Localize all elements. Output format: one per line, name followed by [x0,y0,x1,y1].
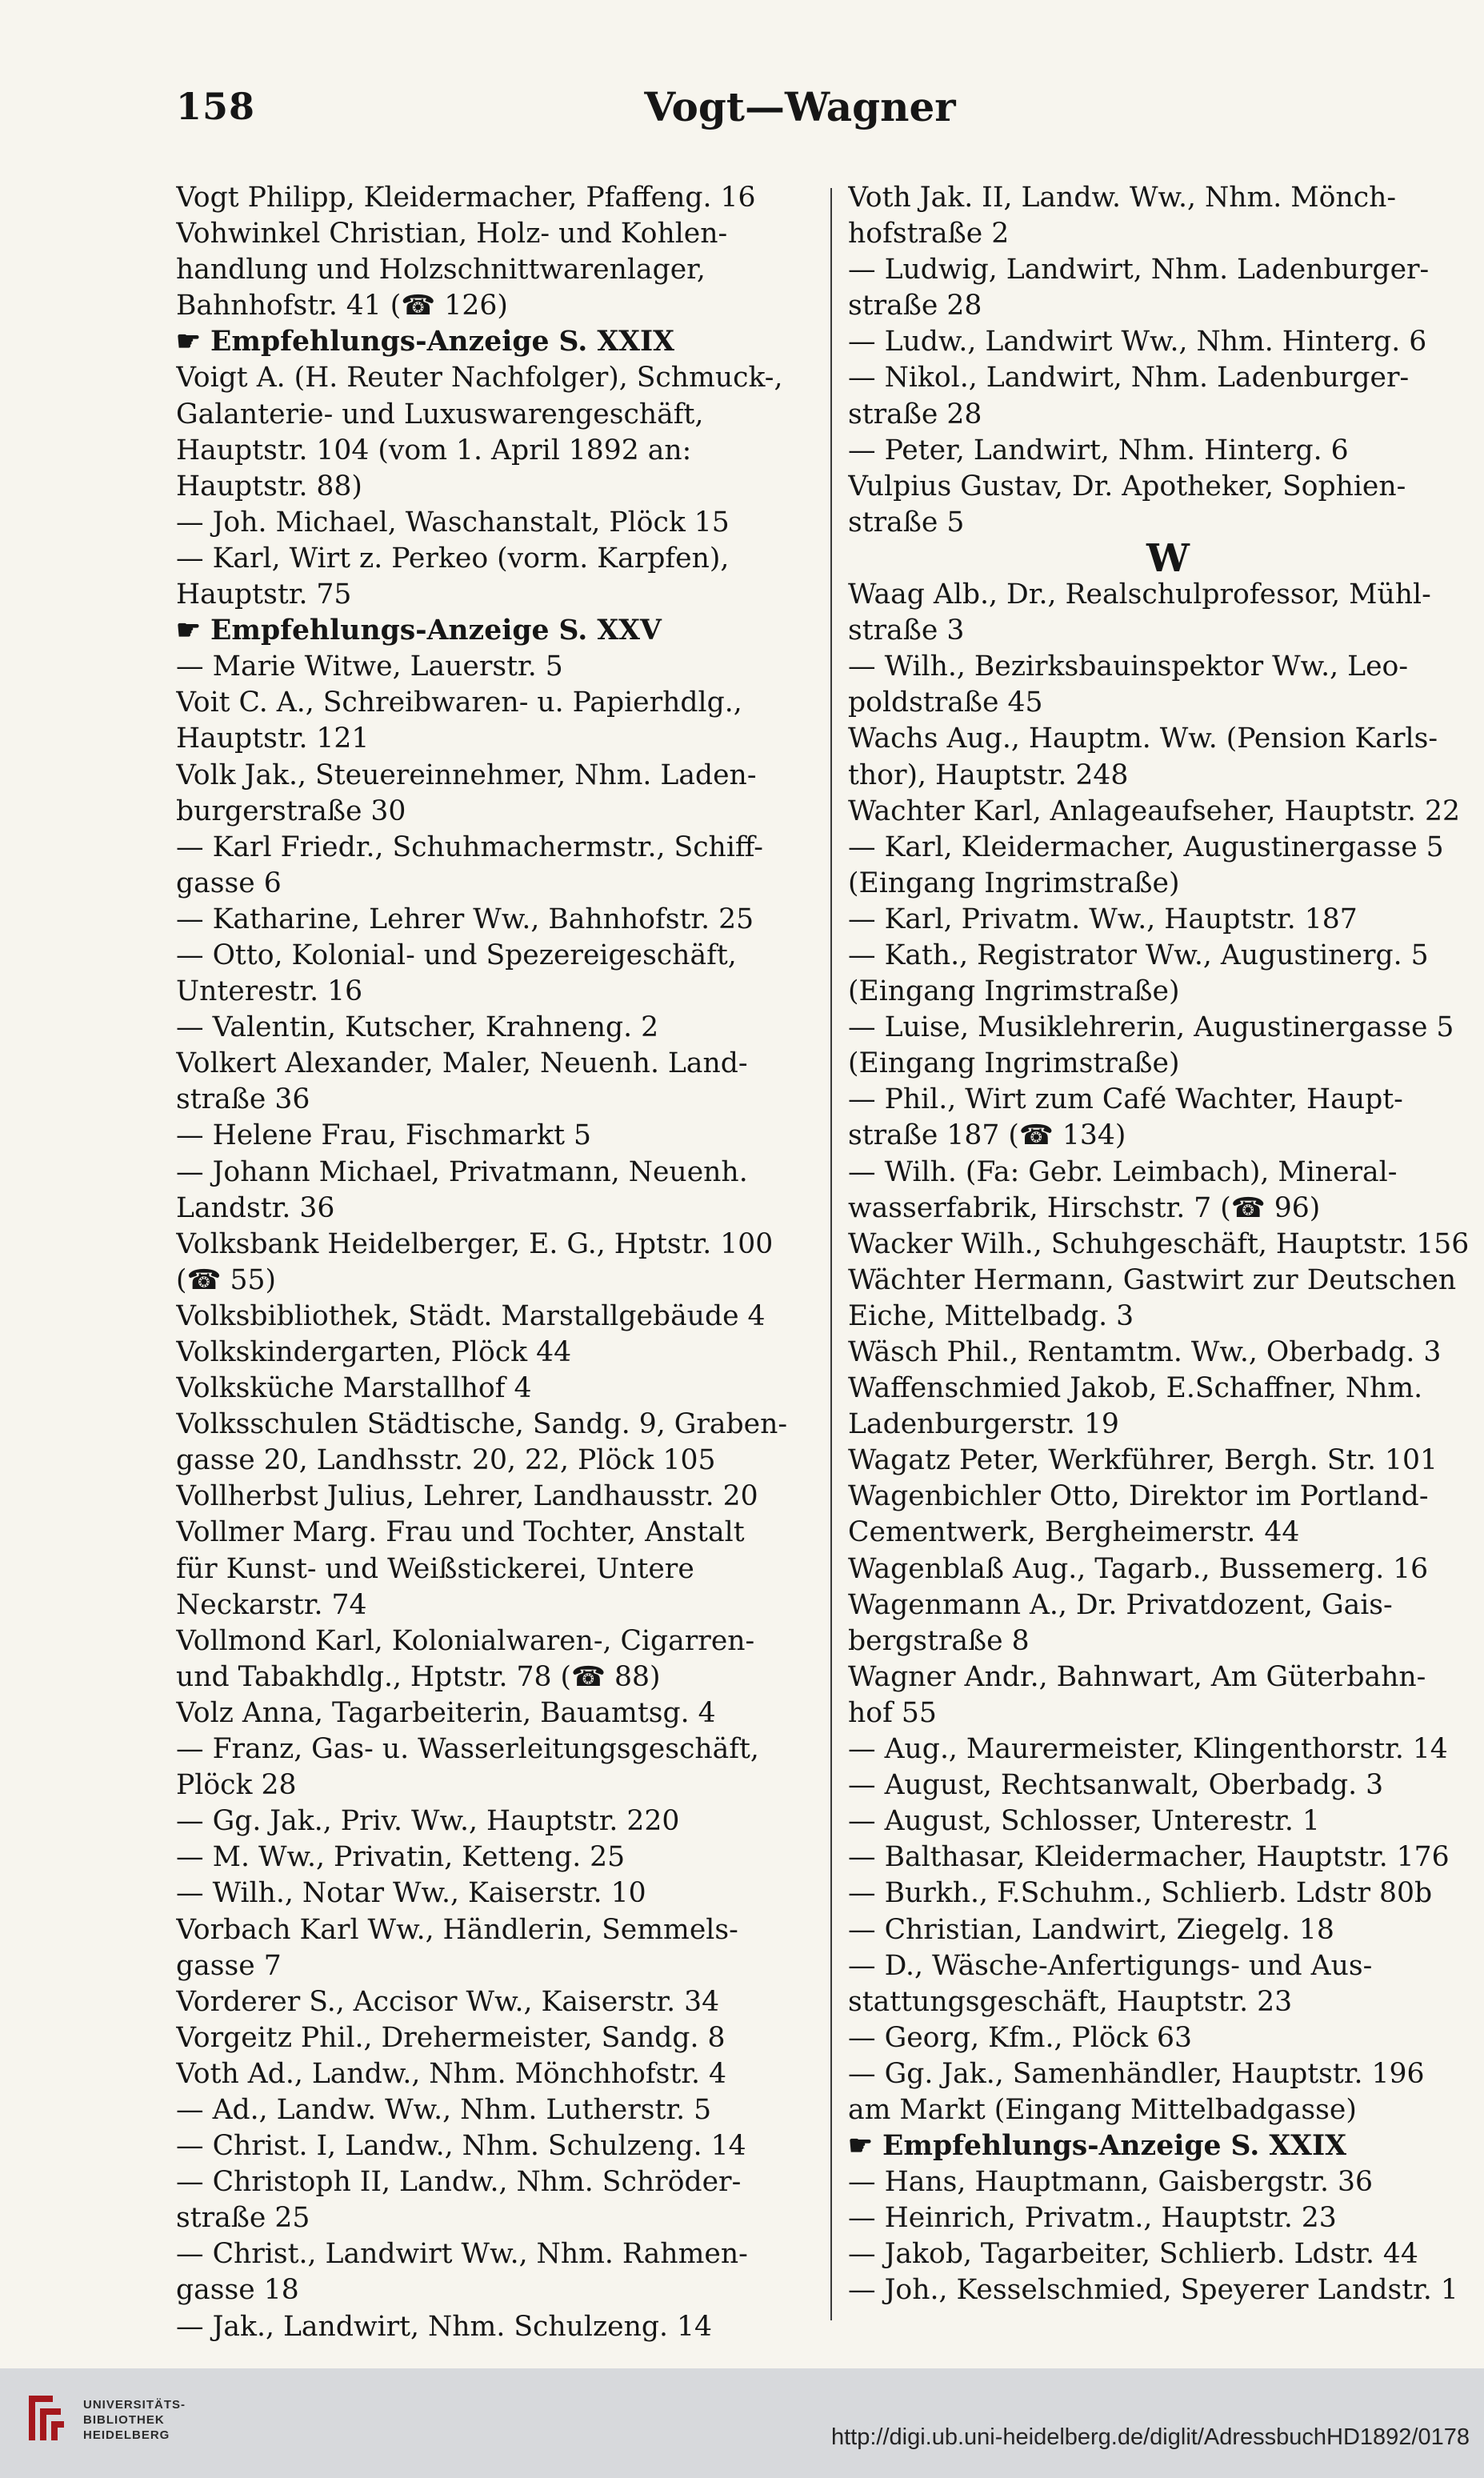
entry-continuation: (Eingang Ingrimstraße) [848,867,1180,899]
entry-continuation: stattungsgeschäft, Hauptstr. 23 [848,1985,1293,2018]
directory-entry: Wagenbichler Otto, Direktor im Portland- [848,1480,1429,1513]
directory-entry: — Nikol., Landwirt, Nhm. Ladenburger- [848,362,1410,394]
directory-entry: — Balthasar, Kleidermacher, Hauptstr. 176 [848,1841,1450,1874]
entry-continuation: straße 25 [176,2202,310,2235]
directory-entry: — August, Rechtsanwalt, Oberbadg. 3 [848,1769,1384,1802]
directory-entry: — Helene Frau, Fischmarkt 5 [176,1119,592,1152]
logo-line: HEIDELBERG [83,2428,170,2442]
directory-entry: — Wilh., Notar Ww., Kaiserstr. 10 [176,1877,646,1910]
source-url[interactable]: http://digi.ub.uni-heidelberg.de/diglit/AdressbuchHD1892/0178 [830,2424,1470,2450]
directory-entry: Vogt Philipp, Kleidermacher, Pfaffeng. 16 [176,182,756,214]
directory-entry: — Wilh., Bezirksbauinspektor Ww., Leo- [848,651,1409,683]
entry-continuation: Neckarstr. 74 [176,1588,367,1621]
entry-continuation: Cementwerk, Bergheimerstr. 44 [848,1516,1300,1549]
directory-entry: — Karl, Privatm. Ww., Hauptstr. 187 [848,903,1358,935]
directory-entry: Wagenmann A., Dr. Privatdozent, Gais- [848,1588,1393,1621]
directory-entry: — August, Schlosser, Unterestr. 1 [848,1805,1320,1838]
entry-continuation: Ladenburgerstr. 19 [848,1408,1119,1441]
entry-continuation: (Eingang Ingrimstraße) [848,975,1180,1008]
directory-entry: — Karl Friedr., Schuhmachermstr., Schiff- [176,831,763,863]
advert-reference: ☛ Empfehlungs-Anzeige S. XXIX [176,326,675,358]
directory-entry: Vollherbst Julius, Lehrer, Landhausstr. 20 [176,1480,758,1513]
logo-line: UNIVERSITÄTS- [83,2398,186,2412]
directory-entry: — Marie Witwe, Lauerstr. 5 [176,651,563,683]
directory-entry: Volk Jak., Steuereinnehmer, Nhm. Laden- [176,759,757,791]
directory-entry: Wachs Aug., Hauptm. Ww. (Pension Karls- [848,723,1438,755]
directory-entry: — Wilh. (Fa: Gebr. Leimbach), Mineral- [848,1155,1398,1188]
directory-entry: Wachter Karl, Anlageaufseher, Hauptstr. 22 [848,795,1460,827]
directory-entry: — M. Ww., Privatin, Ketteng. 25 [176,1841,626,1874]
directory-entry: Wäsch Phil., Rentamtm. Ww., Oberbadg. 3 [848,1336,1442,1368]
directory-entry: — Christian, Landwirt, Ziegelg. 18 [848,1913,1334,1946]
entry-continuation: wasserfabrik, Hirschstr. 7 (☎ 96) [848,1191,1321,1224]
directory-entry: — Aug., Maurermeister, Klingenthorstr. 14 [848,1733,1448,1766]
column-divider [830,188,832,2320]
directory-entry: — Jakob, Tagarbeiter, Schlierb. Ldstr. 44 [848,2238,1418,2271]
entry-continuation: Hauptstr. 88) [176,470,362,502]
entry-continuation: hof 55 [848,1696,937,1729]
directory-entry: Voth Jak. II, Landw. Ww., Nhm. Mönch- [848,182,1397,214]
directory-entry: — Joh. Michael, Waschanstalt, Plöck 15 [176,506,730,538]
section-letter: W [1146,540,1190,578]
directory-entry: Voth Ad., Landw., Nhm. Mönchhofstr. 4 [176,2057,726,2090]
right-column [848,180,1484,2309]
entry-continuation: hofstraße 2 [848,218,1010,250]
entry-continuation: Eiche, Mittelbadg. 3 [848,1299,1134,1332]
directory-entry: — Ludw., Landwirt Ww., Nhm. Hinterg. 6 [848,326,1427,358]
directory-entry: — Katharine, Lehrer Ww., Bahnhofstr. 25 [176,903,754,935]
directory-entry: — Peter, Landwirt, Nhm. Hinterg. 6 [848,434,1349,466]
entry-continuation: straße 28 [848,398,982,430]
directory-entry: — Burkh., F.Schuhm., Schlierb. Ldstr 80b [848,1877,1433,1910]
directory-entry: Vorbach Karl Ww., Händlerin, Semmels- [176,1913,738,1946]
directory-entry: Vorderer S., Accisor Ww., Kaiserstr. 34 [176,1985,720,2018]
library-logo-icon [21,2391,67,2447]
directory-entry: — Karl, Wirt z. Perkeo (vorm. Karpfen), [176,542,730,574]
entry-continuation: (Eingang Ingrimstraße) [848,1047,1180,1080]
directory-entry: Wacker Wilh., Schuhgeschäft, Hauptstr. 156 [848,1227,1470,1260]
directory-entry: — Gg. Jak., Priv. Ww., Hauptstr. 220 [176,1805,680,1838]
directory-entry: — Gg. Jak., Samenhändler, Hauptstr. 196 [848,2057,1425,2090]
directory-entry: Waag Alb., Dr., Realschulprofessor, Mühl- [848,578,1431,611]
entry-continuation: Hauptstr. 121 [176,723,370,755]
entry-continuation: Hauptstr. 75 [176,578,352,611]
directory-entry: — Georg, Kfm., Plöck 63 [848,2021,1192,2054]
logo-line: BIBLIOTHEK [83,2413,165,2427]
directory-entry: — Joh., Kesselschmied, Speyerer Landstr. 1 [848,2274,1458,2307]
entry-continuation: burgerstraße 30 [176,795,406,827]
page-header [0,0,1484,160]
directory-entry: — Valentin, Kutscher, Krahneng. 2 [176,1011,659,1044]
footer-bar [0,2368,1484,2478]
entry-continuation: Plöck 28 [176,1769,297,1802]
entry-continuation: Hauptstr. 104 (vom 1. April 1892 an: [176,434,692,466]
directory-entry: Vohwinkel Christian, Holz- und Kohlen- [176,218,728,250]
entry-continuation: gasse 20, Landhsstr. 20, 22, Plöck 105 [176,1444,716,1477]
directory-entry: Vollmond Karl, Kolonialwaren-, Cigarren- [176,1624,755,1657]
directory-entry: Volksschulen Städtische, Sandg. 9, Graben- [176,1408,788,1441]
directory-entry: — Christoph II, Landw., Nhm. Schröder- [176,2166,742,2199]
entry-continuation: Bahnhofstr. 41 (☎ 126) [176,290,508,322]
directory-entry: — Ad., Landw. Ww., Nhm. Lutherstr. 5 [176,2093,712,2126]
directory-entry: Voit C. A., Schreibwaren- u. Papierhdlg., [176,687,742,719]
entry-continuation: gasse 6 [176,867,282,899]
entry-continuation: gasse 18 [176,2274,299,2307]
entry-continuation: handlung und Holzschnittwarenlager, [176,254,706,286]
directory-entry: Waffenschmied Jakob, E.Schaffner, Nhm. [848,1372,1423,1405]
directory-entry: — Kath., Registrator Ww., Augustinerg. 5 [848,939,1429,971]
entry-continuation: poldstraße 45 [848,687,1043,719]
entry-continuation: Unterestr. 16 [176,975,363,1008]
advert-reference: ☛ Empfehlungs-Anzeige S. XXIX [848,2130,1347,2163]
directory-entry: — Hans, Hauptmann, Gaisbergstr. 36 [848,2166,1373,2199]
entry-continuation: am Markt (Eingang Mittelbadgasse) [848,2093,1357,2126]
directory-entry: Volz Anna, Tagarbeiterin, Bauamtsg. 4 [176,1696,716,1729]
directory-entry: Volkskindergarten, Plöck 44 [176,1336,572,1368]
entry-continuation: straße 3 [848,614,965,647]
directory-entry: Wagner Andr., Bahnwart, Am Güterbahn- [848,1660,1426,1693]
entry-continuation: bergstraße 8 [848,1624,1030,1657]
directory-entry: — Karl, Kleidermacher, Augustinergasse 5 [848,831,1444,863]
directory-entry: Volksbank Heidelberger, E. G., Hptstr. 100 [176,1227,774,1260]
entry-continuation: thor), Hauptstr. 248 [848,759,1129,791]
directory-entry: — Johann Michael, Privatmann, Neuenh. [176,1155,748,1188]
directory-entry: Volksbibliothek, Städt. Marstallgebäude 4 [176,1299,766,1332]
entry-continuation: straße 28 [848,290,982,322]
directory-entry: — Luise, Musiklehrerin, Augustinergasse 5 [848,1011,1454,1044]
directory-entry: Wagenblaß Aug., Tagarb., Bussemerg. 16 [848,1552,1429,1585]
directory-entry: — Christ. I, Landw., Nhm. Schulzeng. 14 [176,2130,746,2163]
advert-reference: ☛ Empfehlungs-Anzeige S. XXV [176,614,662,647]
entry-continuation: straße 187 (☎ 134) [848,1119,1126,1152]
directory-entry: — D., Wäsche-Anfertigungs- und Aus- [848,1949,1373,1982]
directory-entry: — Jak., Landwirt, Nhm. Schulzeng. 14 [176,2310,713,2343]
entry-continuation: Galanterie- und Luxuswarengeschäft, [176,398,704,430]
entry-continuation: für Kunst- und Weißstickerei, Untere [176,1552,694,1585]
directory-entry: Volkert Alexander, Maler, Neuenh. Land- [176,1047,748,1080]
directory-entry: Vorgeitz Phil., Drehermeister, Sandg. 8 [176,2021,726,2054]
running-head: Vogt—Wagner [644,83,956,130]
entry-continuation: straße 5 [848,506,965,538]
entry-continuation: (☎ 55) [176,1263,277,1296]
entry-continuation: gasse 7 [176,1949,282,1982]
directory-entry: — Ludwig, Landwirt, Nhm. Ladenburger- [848,254,1430,286]
directory-entry: Vulpius Gustav, Dr. Apotheker, Sophien- [848,470,1406,502]
directory-entry: Vollmer Marg. Frau und Tochter, Anstalt [176,1516,745,1549]
entry-continuation: Landstr. 36 [176,1191,335,1224]
directory-entry: Volksküche Marstallhof 4 [176,1372,532,1405]
directory-entry: — Heinrich, Privatm., Hauptstr. 23 [848,2202,1337,2235]
directory-entry: Wagatz Peter, Werkführer, Bergh. Str. 101 [848,1444,1438,1477]
directory-entry: — Christ., Landwirt Ww., Nhm. Rahmen- [176,2238,748,2271]
entry-continuation: straße 36 [176,1083,310,1116]
page-number: 158 [176,85,256,128]
directory-entry: Voigt A. (H. Reuter Nachfolger), Schmuck-, [176,362,783,394]
directory-entry: — Franz, Gas- u. Wasserleitungsgeschäft, [176,1733,759,1766]
directory-entry: — Phil., Wirt zum Café Wachter, Haupt- [848,1083,1403,1116]
entry-continuation: und Tabakhdlg., Hptstr. 78 (☎ 88) [176,1660,661,1693]
directory-entry: Wächter Hermann, Gastwirt zur Deutschen [848,1263,1457,1296]
left-column [176,180,816,2345]
directory-entry: — Otto, Kolonial- und Spezereigeschäft, [176,939,737,971]
library-logo-text [83,2397,186,2443]
